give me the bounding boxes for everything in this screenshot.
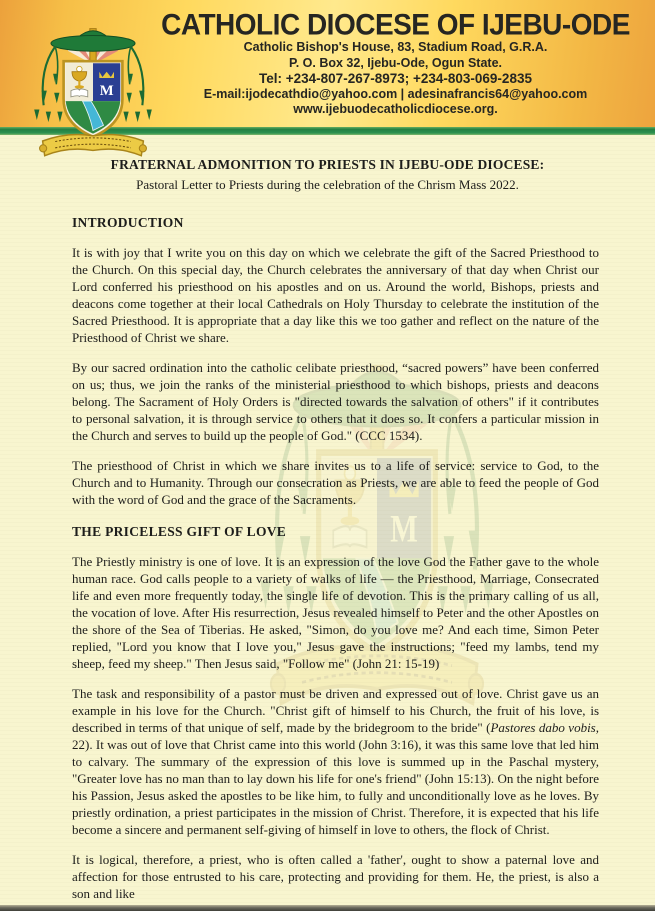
paragraph: The priesthood of Christ in which we share invites us to a life of service: service to God, to the Church and to Humanity. Through our consecration as Priests, we are able to feed the people of God with the word of God and the grace of the Sacraments. bbox=[72, 458, 599, 507]
letter-body bbox=[0, 134, 655, 902]
paragraph: The Priestly ministry is one of love. It is an expression of the love God the Father gave to the whole human race. God calls people to a variety of walks of life — the Priesthood, Marriage, Consecrated life and even more frequently today, the single life of devotion. This is the primary calling of us all, the vocation of love. After His resurrection, Jesus revealed himself to Peter and the other Apostles on the shore of the Sea of Tiberias. He asked, "Simon, do you love me? And each time, Simon Peter replied, "Lord you know that I love you," Jesus gave the instructions; "feed my lambs, tend my sheep, feed my sheep." Then Jesus said, "Follow me" (John 21: 15-19) bbox=[72, 554, 599, 671]
letter-subtitle: Pastoral Letter to Priests during the celebration of the Chrism Mass 2022. bbox=[136, 177, 519, 192]
latin-citation: Pastores dabo vobis, bbox=[490, 720, 599, 735]
letter-title: FRATERNAL ADMONITION TO PRIESTS IN IJEBU-ODE DIOCESE: bbox=[110, 157, 545, 172]
letter-content bbox=[72, 215, 599, 902]
paragraph bbox=[72, 685, 599, 838]
phone-line: Tel: +234-807-267-8973; +234-803-069-2835 bbox=[259, 71, 532, 86]
website-line: www.ijebuodecatholicdiocese.org. bbox=[293, 102, 498, 116]
paragraph-text: The task and responsibility of a pastor must be driven and expressed out of love. Christ gave us an example in his love for the Church. "Christ gift of himself to his Church, the fruit of his love, is described in terms of that unique of self, made by the bridegroom to the bride" ( bbox=[72, 686, 599, 735]
address-line-1: Catholic Bishop's House, 83, Stadium Road, G.R.A. bbox=[243, 40, 548, 54]
diocese-title: CATHOLIC DIOCESE OF IJEBU-ODE bbox=[161, 8, 630, 41]
paragraph: It is with joy that I write you on this day on which we celebrate the gift of the Sacred Priesthood to the Church. On this special day, the Church celebrates the anniversary of that day when Christ our Lord conferred his priesthood on his apostles and on us. Around the world, Bishops, priests and deacons come together at their local Cathedrals on Holy Thursday to celebrate the institution of the Sacred Priesthood. It is appropriate that a day like this we too gather and reflect on the nature of the Priesthood of Christ we share. bbox=[72, 245, 599, 345]
section-heading-introduction: INTRODUCTION bbox=[72, 215, 184, 230]
paragraph-text: 22). It was out of love that Christ came into this world (John 3:16), it was this same love that led him to calvary. The summary of the expression of this love is summed up in the Paschal mystery, "Greater love has no man than to lay down his life for one's friend" (John 15:13). On the night before his Passion, Jesus asked the apostles to be like him, to fully and unconditionally love as he loves. By priestly ordination, a priest participates in the mission of Christ. Therefore, it is expected that his life become a sincere and permanent self-giving of himself in love to others, the flock of Christ. bbox=[72, 737, 599, 837]
scan-bottom-edge bbox=[0, 905, 655, 911]
letterhead-text bbox=[142, 9, 649, 118]
paragraph: It is logical, therefore, a priest, who is often called a 'father', ought to show a paternal love and affection for those entrusted to his care, protecting and providing for them. He, the priest, is also a son and like bbox=[72, 852, 599, 901]
email-line: E-mail:ijodecathdio@yahoo.com | adesinafrancis64@yahoo.com bbox=[203, 86, 588, 101]
section-heading-priceless-gift: THE PRICELESS GIFT OF LOVE bbox=[72, 524, 287, 539]
address-line-2: P. O. Box 32, Ijebu-Ode, Ogun State. bbox=[288, 55, 502, 70]
paragraph: By our sacred ordination into the catholic celibate priesthood, “sacred powers” have been conferred on us; thus, we join the ranks of the ministerial priesthood to which bishops, priests and deacons belong. The Sacrament of Holy Orders is "directed towards the salvation of others" if it contributes to personal salvation, it is through service to others that it does so. It confers a particular mission in the Church and serves to build up the people of God." (CCC 1534). bbox=[72, 360, 599, 443]
diocese-coat-of-arms-icon bbox=[28, 15, 158, 162]
